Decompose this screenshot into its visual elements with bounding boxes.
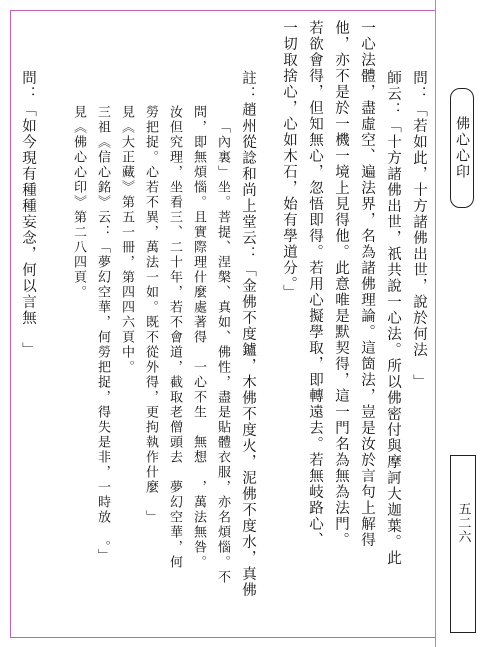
text-column-10: 汝但究理，坐看三、二十年，若不會道，截取老僧頭去 夢幻空華，何 [167,105,182,570]
text-column-13: 三祖《信心銘》云：「夢幻空華，何勞把捉，得失是非，一時放 。」 [95,105,110,564]
text-column-5: 若欲會得，但知無心，忽悟即得。若用心擬學取，即轉遠去。若無岐路心、 [307,20,323,548]
text-column-14: 見《佛心心印》第二八四頁。 [71,105,86,300]
running-title-tab [450,88,474,208]
gutter-divider [435,0,436,647]
page-frame-left [10,10,11,637]
text-column-7: 註：趙州從諗和尚上堂云：「金佛不度鑪，木佛不度火，泥佛不度水，真佛 [240,70,256,598]
page-frame-bottom [10,637,435,638]
text-column-6: 一切取捨心，心如木石，始有學道分。」 [281,20,297,301]
page-frame-top [10,10,435,11]
text-column-1: 問：「若如此，十方諸佛出世，說於何法 」 [411,70,427,390]
text-column-9: 問，即無煩惱。且實際理什麼處著得 一心不生 無想 ，萬法無咎。 [191,105,206,570]
text-column-11: 勞把捉。心若不異，萬法一如。既不從外得，更拘執作什麼 」 [143,105,158,525]
text-column-2: 師云：「十方諸佛出世，祇共說一心法。所以佛密付與摩訶大迦葉。此 [385,70,401,566]
text-column-8: 「內裏」坐。菩提、涅槃、真如、佛性，盡是貼體衣服，亦名煩惱。不 [215,120,230,585]
text-column-3: 一心法體，盡虛空、遍法界，名為諸佛理論。這箇法，豈是汝於言句上解得 [359,20,375,548]
text-column-4: 他，亦不是於一機一境上見得他。此意唯是默契得，這一門名為無為法門。 [333,20,349,548]
page-number-tab [450,455,476,633]
page-number: 五二六 [455,502,471,544]
running-title: 佛心心印 [454,116,470,180]
text-column-12: 見《大正藏》第五一冊，第四四六頁中。 [119,105,134,375]
text-column-15: 問：「如今現有種種妄念，何以言無 」 [20,70,36,358]
